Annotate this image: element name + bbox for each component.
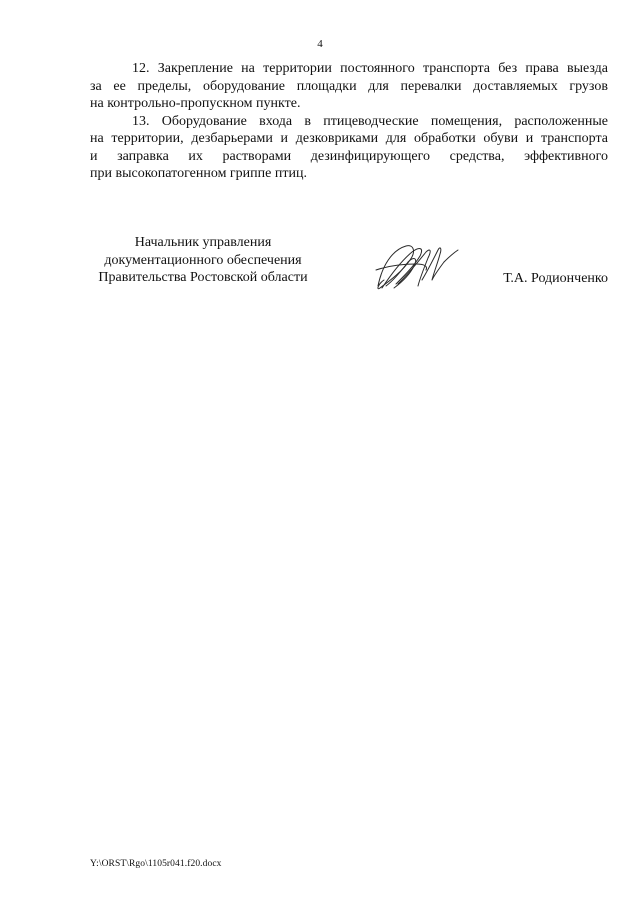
paragraph-line: 13. Оборудование входа в птицеводческие помещения, расположенные — [132, 113, 608, 129]
signer-name: Т.А. Родионченко — [503, 271, 608, 286]
paragraph-13 — [90, 113, 608, 183]
document-body — [90, 60, 608, 183]
paragraph-12 — [90, 60, 608, 113]
paragraph-line: на контрольно-пропускном пункте. — [90, 96, 301, 111]
paragraph-line: при высокопатогенном гриппе птиц. — [90, 166, 307, 181]
footer-file-path: Y:\ORST\Rgo\1105r041.f20.docx — [90, 859, 222, 869]
page-number: 4 — [317, 38, 323, 50]
paragraph-line: и заправка их растворами дезинфицирующего средства, эффективного — [90, 148, 608, 164]
position-line: документационного обеспечения — [104, 252, 302, 268]
paragraph-line: за ее пределы, оборудование площадки для перевалки доставляемых грузов — [90, 78, 608, 94]
handwritten-signature-icon — [368, 236, 464, 296]
position-line: Правительства Ростовской области — [98, 270, 308, 285]
signatory-position — [88, 234, 318, 287]
paragraph-line: на территории, дезбарьерами и дезковриками для обработки обуви и транспорта — [90, 131, 608, 146]
paragraph-line: 12. Закрепление на территории постоянного транспорта без права выезда — [132, 61, 608, 76]
position-line: Начальник управления — [134, 235, 272, 250]
